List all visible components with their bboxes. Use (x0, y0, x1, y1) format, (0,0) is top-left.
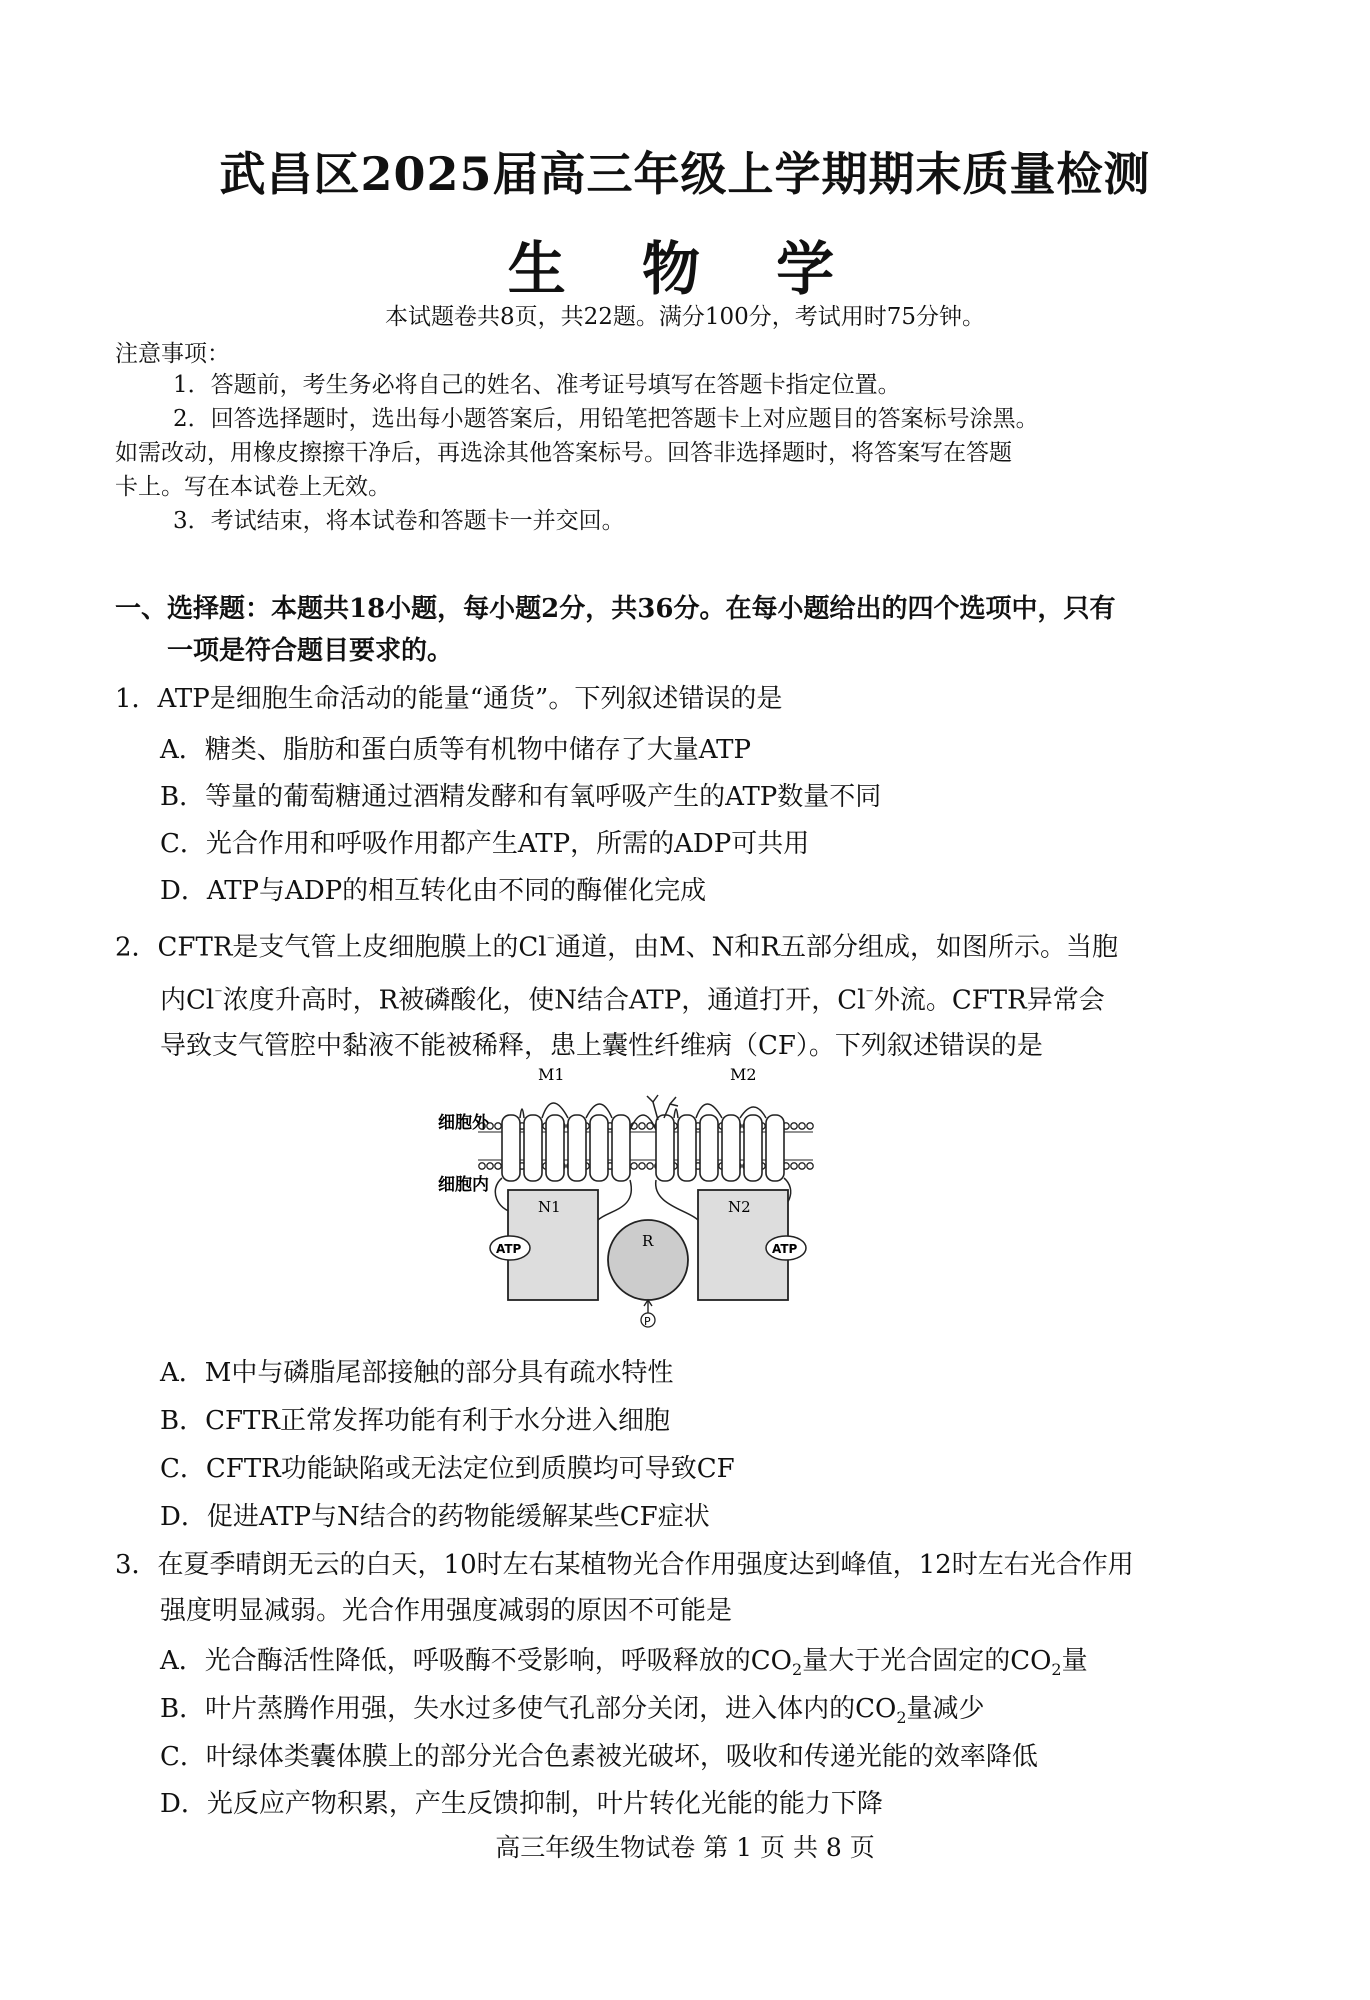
q2-option-c: C．CFTR功能缺陷或无法定位到质膜均可导致CF (160, 1454, 735, 1484)
q1-option-a: A．糖类、脂肪和蛋白质等有机物中储存了大量ATP (160, 735, 751, 765)
q2-text: 外流。CFTR异常会 (873, 985, 1105, 1016)
phospholipid-head (639, 1123, 645, 1129)
note-2-line3: 卡上。写在本试卷上无效。 (115, 474, 391, 500)
subject-title: 生 物 学 (507, 235, 863, 303)
label-r: R (642, 1232, 654, 1250)
q3-stem (115, 1542, 1265, 1634)
section-heading (115, 588, 1255, 672)
section-line2: 一项是符合题目要求的。 (167, 636, 454, 666)
exam-info: 本试题卷共8页，共22题。满分100分，考试用时75分钟。 (384, 304, 986, 330)
label-n2: N2 (728, 1198, 751, 1216)
q3-text: A．光合酶活性降低，呼吸酶不受影响，呼吸释放的CO (160, 1646, 792, 1676)
q2-stem-line3: 导致支气管腔中黏液不能被稀释，患上囊性纤维病（CF）。下列叙述错误的是 (160, 1031, 1043, 1062)
note-3: 3．考试结束，将本试卷和答题卡一并交回。 (173, 508, 625, 534)
phospholipid-head (631, 1163, 637, 1169)
q3-option-c: C．叶绿体类囊体膜上的部分光合色素被光破坏，吸收和传递光能的效率降低 (160, 1742, 1038, 1772)
q2-stem-line1 (115, 918, 1265, 971)
notes-heading: 注意事项： (115, 341, 230, 367)
phospholipid-head (639, 1163, 645, 1169)
phospholipid-head (479, 1163, 485, 1169)
q1-stem: 1．ATP是细胞生命活动的能量“通货”。下列叙述错误的是 (115, 684, 783, 714)
phospholipid-head (807, 1123, 813, 1129)
label-m2: M2 (730, 1065, 757, 1084)
q2-text: 浓度升高时，R被磷酸化，使N结合ATP，通道打开，Cl (222, 985, 866, 1016)
q2-stem (115, 918, 1265, 1069)
q2-text: 内Cl (160, 985, 215, 1016)
label-outside: 细胞外 (438, 1113, 489, 1133)
phospholipid-head (495, 1163, 501, 1169)
q3-text: 量减少 (906, 1694, 985, 1724)
q3-text: B．叶片蒸腾作用强，失水过多使气孔部分关闭，进入体内的CO (160, 1694, 897, 1724)
superscript: ⁻ (214, 983, 223, 1003)
note-2-line1: 2．回答选择题时，选出每小题答案后，用铅笔把答题卡上对应题目的答案标号涂黑。 (173, 406, 1039, 432)
superscript: ⁻ (546, 931, 556, 950)
label-phosphate: P (644, 1315, 651, 1328)
subscript: 2 (792, 1660, 803, 1680)
phospholipid-head (807, 1163, 813, 1169)
q1-option-d: D．ATP与ADP的相互转化由不同的酶催化完成 (160, 876, 707, 906)
phospholipid-head (495, 1123, 501, 1129)
phospholipid-head (799, 1163, 805, 1169)
q2-stem-line2 (115, 971, 1265, 1024)
phospholipid-head (791, 1123, 797, 1129)
q2-option-d: D．促进ATP与N结合的药物能缓解某些CF症状 (160, 1502, 710, 1532)
superscript: ⁻ (865, 983, 874, 1003)
subscript: 2 (896, 1708, 907, 1728)
phospholipid-head (799, 1123, 805, 1129)
phospholipid-head (487, 1163, 493, 1169)
subscript: 2 (1051, 1660, 1062, 1680)
label-m1: M1 (538, 1065, 565, 1084)
q2-text: 通道，由M、N和R五部分组成，如图所示。当胞 (555, 932, 1119, 963)
q3-option-a (160, 1640, 1088, 1679)
label-atp-right: ATP (772, 1242, 798, 1256)
q3-text: 量 (1061, 1646, 1088, 1676)
q1-option-c: C．光合作用和呼吸作用都产生ATP，所需的ADP可共用 (160, 829, 810, 859)
q1-option-b: B．等量的葡萄糖通过酒精发酵和有氧呼吸产生的ATP数量不同 (160, 782, 882, 812)
exam-title: 武昌区2025届高三年级上学期期末质量检测 (219, 147, 1151, 201)
notes-body (115, 368, 1255, 538)
note-2-line2: 如需改动，用橡皮擦擦干净后，再选涂其他答案标号。回答非选择题时，将答案写在答题 (115, 440, 1012, 466)
label-inside: 细胞内 (438, 1175, 489, 1195)
q3-stem-line2: 强度明显减弱。光合作用强度减弱的原因不可能是 (160, 1596, 733, 1626)
page-footer: 高三年级生物试卷 第 1 页 共 8 页 (495, 1833, 875, 1862)
note-1: 1．答题前，考生务必将自己的姓名、准考证号填写在答题卡指定位置。 (173, 372, 901, 398)
section-line1: 一、选择题：本题共18小题，每小题2分，共36分。在每小题给出的四个选项中，只有 (115, 594, 1116, 624)
cftr-diagram (438, 1060, 818, 1330)
q3-text: 量大于光合固定的CO (802, 1646, 1052, 1676)
q2-text: 2．CFTR是支气管上皮细胞膜上的Cl (115, 932, 547, 963)
label-n1: N1 (538, 1198, 561, 1216)
q2-option-a: A．M中与磷脂尾部接触的部分具有疏水特性 (160, 1358, 674, 1388)
phospholipid-head (647, 1163, 653, 1169)
q2-option-b: B．CFTR正常发挥功能有利于水分进入细胞 (160, 1406, 670, 1436)
phospholipid-head (791, 1163, 797, 1169)
q3-stem-line1: 3．在夏季晴朗无云的白天，10时左右某植物光合作用强度达到峰值，12时左右光合作用 (115, 1550, 1134, 1580)
q3-option-b (160, 1688, 985, 1727)
q3-option-d: D．光反应产物积累，产生反馈抑制，叶片转化光能的能力下降 (160, 1789, 883, 1819)
m1-domain (502, 1115, 630, 1181)
label-atp-left: ATP (496, 1242, 522, 1256)
